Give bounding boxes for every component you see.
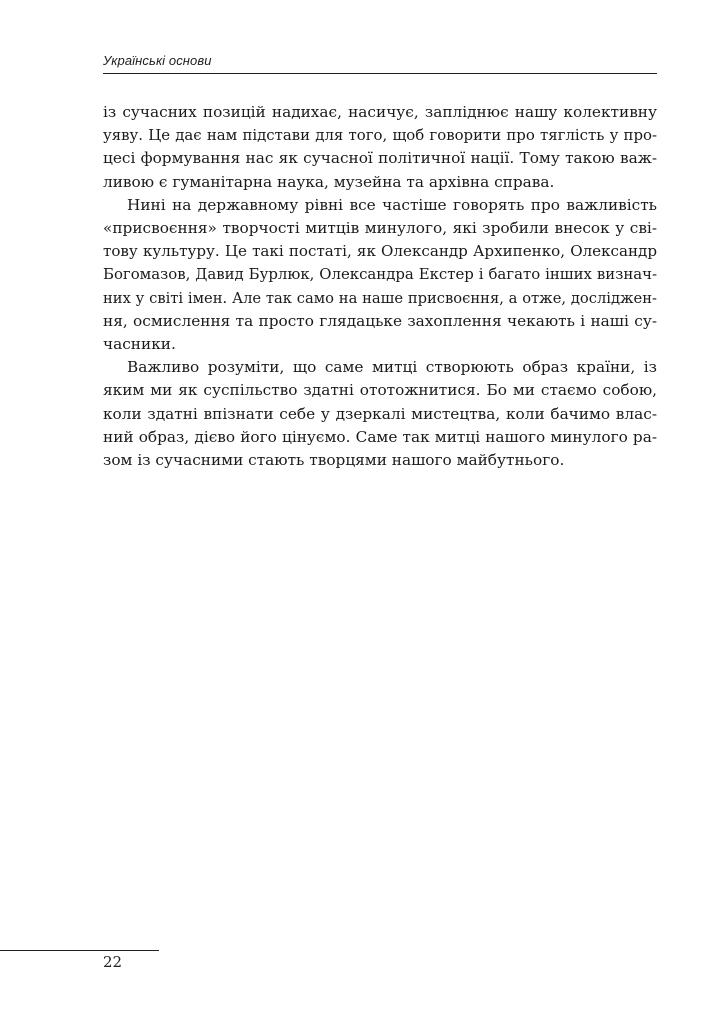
text-line: Важливо розуміти, що саме митці створюють образ країни, із [127,358,657,377]
header-rule [103,73,657,74]
text-line: уяву. Це дає нам підстави для того, щоб говорити про тяглість у про- [103,126,657,145]
text-line: Нині на державному рівні все частіше говорять про важливість [127,195,657,214]
text-line: Богомазов, Давид Бурлюк, Олександра Екстер і багато інших визнач- [103,265,657,284]
paragraph-3 [103,356,657,472]
text-line: тову культуру. Це такі постаті, як Олександр Архипенко, Олександр [103,242,657,261]
running-head: Українські основи [103,53,212,68]
body-text [103,101,657,472]
text-line: із сучасних позицій надихає, насичує, запліднює нашу колективну [103,103,657,121]
text-line: них у світі імен. Але так само на наше присвоєння, а отже, досліджен- [103,289,657,307]
text-line: яким ми як суспільство здатні ототожнитися. Бо ми стаємо собою, [103,381,657,400]
paragraph-2 [103,194,657,356]
text-line: ний образ, дієво його цінуємо. Саме так митці нашого минулого ра- [103,427,657,446]
text-line: зом із сучасними стають творцями нашого майбутнього. [103,451,565,470]
text-line: «присвоєння» творчості митців минулого, які зробили внесок у сві- [103,219,657,238]
text-line: коли здатні впізнати себе у дзеркалі мистецтва, коли бачимо влас- [103,404,657,423]
text-line: цесі формування нас як сучасної політичної нації. Тому такою важ- [103,149,657,168]
text-line: часники. [103,335,176,354]
paragraph-1 [103,101,657,194]
page-number: 22 [103,953,123,971]
footer-rule [0,950,159,951]
text-line: ливою є гуманітарна наука, музейна та архівна справа. [103,172,555,191]
text-line: ня, осмислення та просто глядацьке захоплення чекають і наші су- [103,311,657,330]
